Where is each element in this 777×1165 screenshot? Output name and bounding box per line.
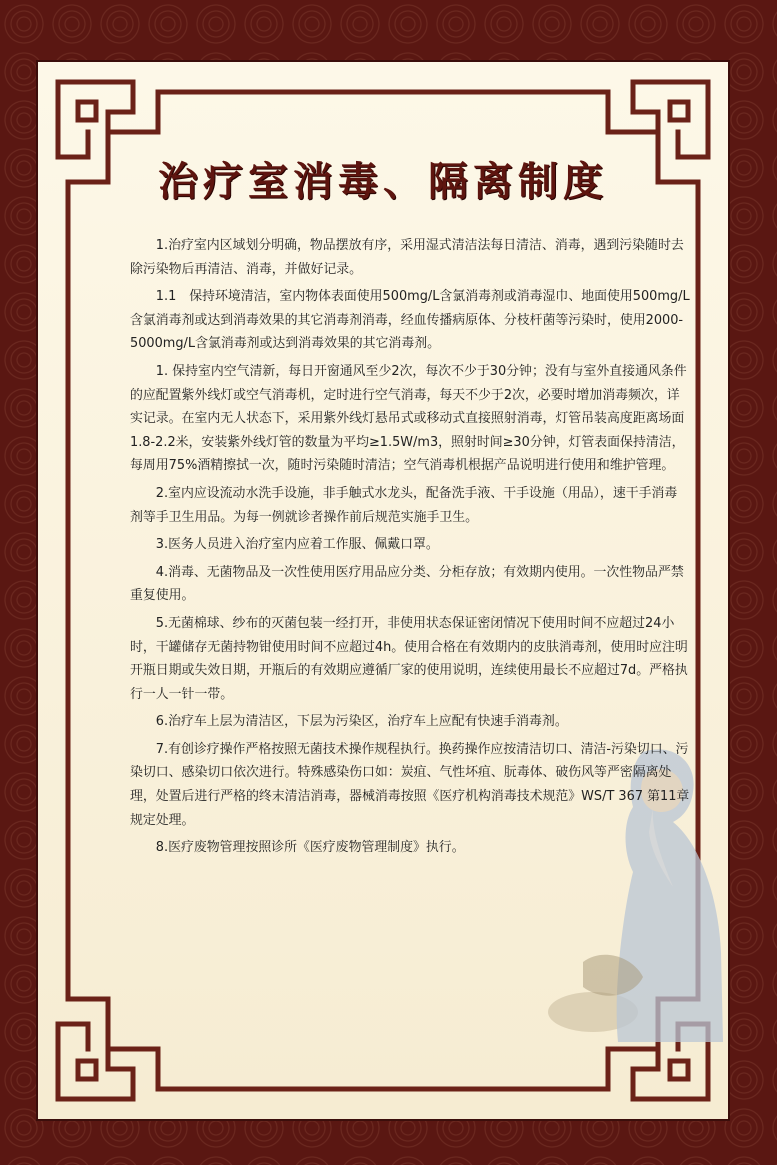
- notice-panel: [38, 62, 728, 1119]
- paragraph-3: 3.医务人员进入治疗室内应着工作服、佩戴口罩。: [155, 537, 439, 553]
- paragraph-6: 6.治疗车上层为清洁区，下层为污染区，治疗车上应配有快速手消毒剂。: [155, 714, 568, 730]
- paragraph-2: 2.室内应设流动水洗手设施，非手触式水龙头，配备洗手液、干手设施（用品），速干手消毒剂等手卫生用品。为每一例就诊者操作前后规范实施手卫生。: [130, 485, 678, 525]
- paragraph-1: 1.治疗室内区域划分明确，物品摆放有序，采用湿式清洁法每日清洁、消毒，遇到污染随时去除污染物后再清洁、消毒，并做好记录。: [130, 238, 684, 277]
- paragraph-5: 5.无菌棉球、纱布的灭菌包装一经打开，非使用状态保证密闭情况下使用时间不应超过24小时，干罐储存无菌持物钳使用时间不应超过4h。使用合格在有效期内的皮肤消毒剂，使用时应注明开瓶日期或失效日期，开瓶后的有效期应遵循厂家的使用说明，连续使用最长不应超过7d。严格执行一人一针一带。: [130, 615, 688, 702]
- paragraph-8: 8.医疗废物管理按照诊所《医疗废物管理制度》执行。: [155, 840, 465, 856]
- regulation-text: [130, 234, 690, 864]
- paragraph-7: 7.有创诊疗操作严格按照无菌技术操作规程执行。换药操作应按清洁切口、清洁-污染切口、污染切口、感染切口依次进行。特殊感染伤口如：炭疽、气性坏疽、朊毒体、破伤风等严密隔离处理，处置后进行严格的终末清洁消毒，器械消毒按照《医疗机构消毒技术规范》WS/T 367 第11章规定处理。: [130, 741, 690, 828]
- paragraph-4: 4.消毒、无菌物品及一次性使用医疗用品应分类、分柜存放；有效期内使用。一次性物品严禁重复使用。: [130, 564, 684, 604]
- paragraph-1-1: 1.1 保持环境清洁，室内物体表面使用500mg/L含氯消毒剂或消毒湿巾、地面使用500mg/L含氯消毒剂或达到消毒效果的其它消毒剂消毒，经血传播病原体、分枝杆菌等污染时，使用2000-5000mg/L含氯消毒剂或达到消毒效果的其它消毒剂。: [130, 289, 690, 352]
- paragraph-ventilation: 1. 保持室内空气清新，每日开窗通风至少2次，每次不少于30分钟；没有与室外直接通风条件的应配置紫外线灯或空气消毒机，定时进行空气消毒，每天不少于2次，必要时增加消毒频次，详实记录。在室内无人状态下，采用紫外线灯悬吊式或移动式直接照射消毒，灯管吊装高度距离场面1.8-2.2米，安装紫外线灯管的数量为平均≥1.5W/m3，照射时间≥30分钟，灯管表面保持清洁，每周用75%酒精擦拭一次，随时污染随时清洁；空气消毒机根据产品说明进行使用和维护管理。: [130, 363, 687, 474]
- page-title: 治疗室消毒、隔离制度: [158, 159, 608, 205]
